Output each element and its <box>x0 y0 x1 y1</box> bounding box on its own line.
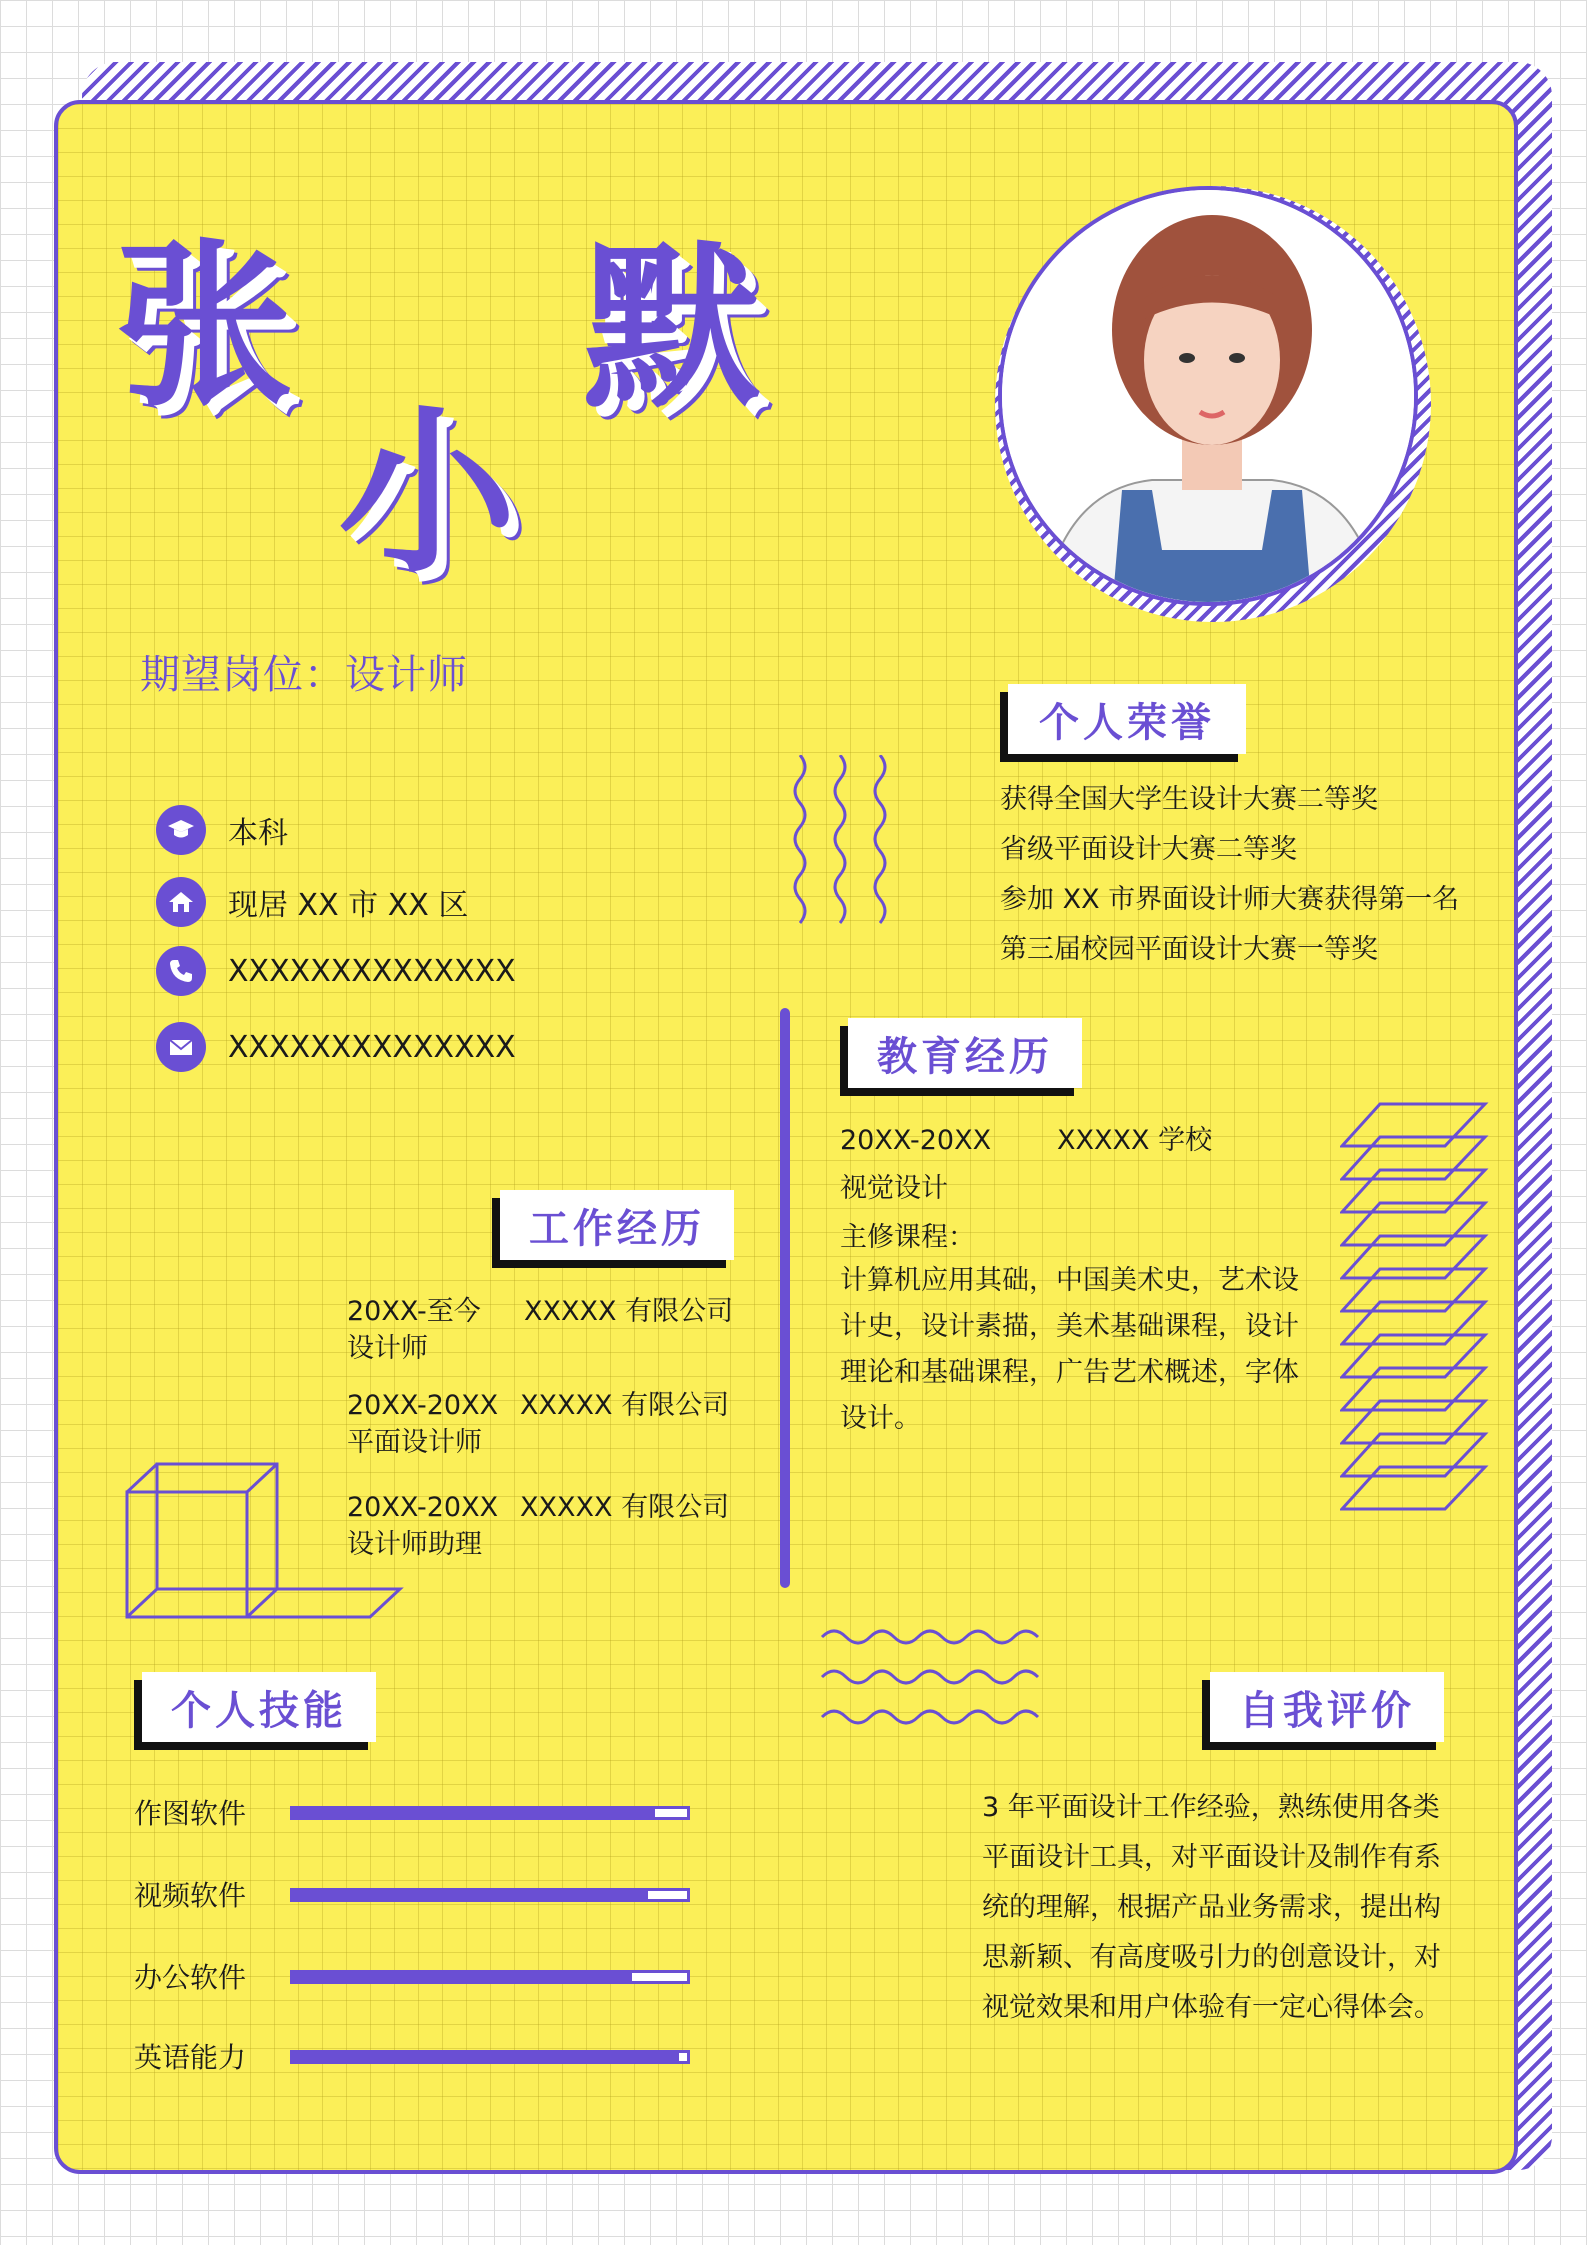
layer-shape <box>1342 1170 1485 1212</box>
work-role: 设计师助理 <box>347 1529 482 1560</box>
layer-shape <box>1342 1137 1485 1179</box>
name-char-3: 默 <box>583 225 761 432</box>
self-eval-line: 思新颖、有高度吸引力的创意设计，对 <box>982 1942 1441 1973</box>
layer-shape <box>1342 1104 1485 1146</box>
work-role: 平面设计师 <box>347 1427 482 1458</box>
honors-heading: 个人荣誉 <box>1008 684 1246 754</box>
target-position: 期望岗位：设计师 <box>140 652 468 698</box>
stacked-layers-decoration <box>1340 1100 1490 1520</box>
vertical-divider <box>780 1008 790 1588</box>
cube-decoration <box>125 1462 405 1622</box>
skills-heading: 个人技能 <box>142 1672 376 1742</box>
education-period: 20XX-20XX <box>840 1125 992 1156</box>
layer-shape <box>1342 1236 1485 1278</box>
work-heading: 工作经历 <box>500 1190 734 1260</box>
education-school: XXXXX 学校 <box>1057 1125 1213 1156</box>
contact-email <box>156 1022 516 1072</box>
contact-address <box>156 877 468 927</box>
self-eval-line: 3 年平面设计工作经验，熟练使用各类 <box>982 1792 1440 1823</box>
courses-label: 主修课程： <box>840 1222 975 1253</box>
work-company: XXXXX 有限公司 <box>520 1390 730 1421</box>
name-char-2: 小 <box>338 390 516 597</box>
skill-label: 办公软件 <box>134 1961 247 1994</box>
work-period: 20XX-至今 <box>347 1296 481 1327</box>
layer-shape <box>1342 1401 1485 1443</box>
courses-line: 计算机应用其础，中国美术史，艺术设 <box>840 1265 1299 1296</box>
layer-shape <box>1342 1335 1485 1377</box>
self-eval-text <box>982 1783 1482 2033</box>
work-period: 20XX-20XX <box>347 1492 499 1523</box>
courses-line: 计史，设计素描，美术基础课程，设计 <box>840 1311 1299 1342</box>
courses-line: 设计。 <box>840 1403 921 1434</box>
mail-icon <box>156 1022 206 1072</box>
honor-item: 省级平面设计大赛二等奖 <box>1000 834 1297 865</box>
skill-level-fill <box>293 2053 679 2061</box>
self-eval-line: 统的理解，根据产品业务需求，提出构 <box>982 1892 1441 1923</box>
contact-text: XXXXXXXXXXXXXX <box>228 953 516 989</box>
home-icon <box>156 877 206 927</box>
name-char-1: 张 <box>115 223 293 430</box>
honor-item: 第三届校园平面设计大赛一等奖 <box>1000 934 1378 965</box>
honor-item: 获得全国大学生设计大赛二等奖 <box>1000 784 1378 815</box>
skill-label: 英语能力 <box>134 2041 247 2074</box>
contact-text: XXXXXXXXXXXXXX <box>228 1029 516 1065</box>
courses-line: 理论和基础课程，广告艺术概述，字体 <box>840 1357 1299 1388</box>
self-eval-heading: 自我评价 <box>1210 1672 1444 1742</box>
portrait-illustration <box>1002 190 1418 606</box>
layer-shape <box>1342 1302 1485 1344</box>
skill-level-fill <box>293 1809 655 1817</box>
courses-list <box>840 1258 1340 1442</box>
honor-item: 参加 XX 市界面设计师大赛获得第一名 <box>1000 884 1460 915</box>
layer-shape <box>1342 1467 1485 1509</box>
self-eval-line: 视觉效果和用户体验有一定心得体会。 <box>982 1992 1441 2023</box>
contact-text: 现居 XX 市 XX 区 <box>228 888 469 923</box>
avatar <box>998 186 1418 606</box>
skill-level-fill <box>293 1891 648 1899</box>
skill-label: 视频软件 <box>134 1879 247 1912</box>
skill-level-bar <box>290 1806 690 1820</box>
skill-label: 作图软件 <box>134 1797 247 1830</box>
wavy-lines-decoration <box>785 755 895 935</box>
work-company: XXXXX 有限公司 <box>520 1492 730 1523</box>
contact-phone <box>156 946 516 996</box>
layer-shape <box>1342 1368 1485 1410</box>
work-period: 20XX-20XX <box>347 1390 499 1421</box>
work-company: XXXXX 有限公司 <box>524 1296 734 1327</box>
self-eval-line: 平面设计工具，对平面设计及制作有系 <box>982 1842 1441 1873</box>
skill-level-bar <box>290 1970 690 1984</box>
skill-level-fill <box>293 1973 632 1981</box>
graduation-cap-icon <box>156 805 206 855</box>
work-role: 设计师 <box>347 1333 428 1364</box>
skill-level-bar <box>290 1888 690 1902</box>
layer-shape <box>1342 1203 1485 1245</box>
horizontal-waves-decoration <box>820 1625 1050 1735</box>
education-heading: 教育经历 <box>848 1018 1082 1088</box>
skill-level-bar <box>290 2050 690 2064</box>
contact-education <box>156 805 288 855</box>
layer-shape <box>1342 1269 1485 1311</box>
contact-text: 本科 <box>228 816 288 851</box>
layer-shape <box>1342 1434 1485 1476</box>
phone-icon <box>156 946 206 996</box>
education-major: 视觉设计 <box>840 1173 948 1204</box>
